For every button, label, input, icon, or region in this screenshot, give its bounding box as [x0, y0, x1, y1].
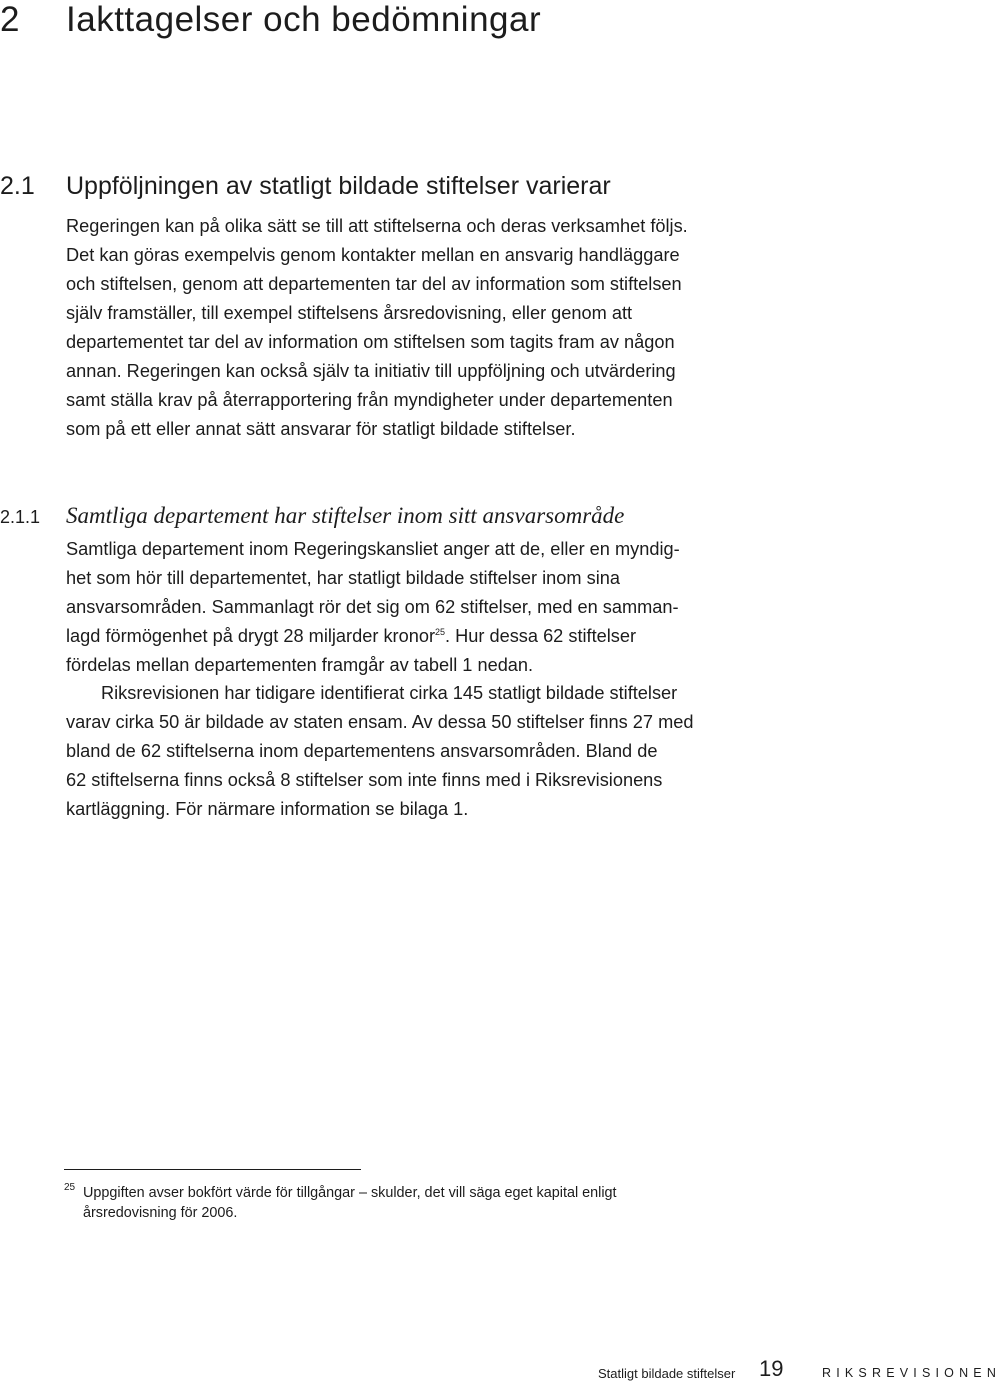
body-line: som på ett eller annat sätt ansvarar för statligt bildade stiftelser. — [66, 419, 576, 439]
chapter-heading — [0, 0, 541, 40]
body-line: Riksrevisionen har tidigare identifierat cirka 145 statligt bildade stiftelser — [101, 683, 678, 703]
body-line: varav cirka 50 är bildade av staten ensam. Av dessa 50 stiftelser finns 27 med — [66, 712, 694, 732]
subsection-title: Samtliga departement har stiftelser inom sitt ansvarsområde — [66, 503, 625, 528]
body-line: fördelas mellan departementen framgår av tabell 1 nedan. — [66, 655, 534, 675]
body-line: Det kan göras exempelvis genom kontakter mellan en ansvarig handläggare — [66, 245, 680, 265]
body-line: ansvarsområden. Sammanlagt rör det sig om 62 stiftelser, med en samman- — [66, 597, 679, 617]
body-line: och stiftelsen, genom att departementen tar del av information som stiftelsen — [66, 274, 682, 294]
section-title: Uppföljningen av statligt bildade stiftelser varierar — [66, 172, 611, 200]
section-number: 2.1 — [0, 172, 35, 200]
footer-report-title: Statligt bildade stiftelser — [598, 1366, 736, 1381]
footnote-reference[interactable]: 25 — [435, 627, 446, 637]
body-line: samt ställa krav på återrapportering från myndigheter under departementen — [66, 390, 673, 410]
page-footer — [0, 1356, 1001, 1386]
body-line: bland de 62 stiftelserna inom departementens ansvarsområden. Bland de — [66, 741, 658, 761]
footnote-line: årsredovisning för 2006. — [83, 1205, 238, 1221]
body-line: Regeringen kan på olika sätt se till att stiftelserna och deras verksamhet följs. — [66, 216, 688, 236]
body-line: annan. Regeringen kan också själv ta initiativ till uppföljning och utvärdering — [66, 361, 676, 381]
chapter-number: 2 — [0, 0, 20, 39]
footnote-text — [83, 1183, 617, 1223]
section-heading — [0, 170, 611, 202]
body-line: het som hör till departementet, har statligt bildade stiftelser inom sina — [66, 568, 620, 588]
footnote-number: 25 — [64, 1182, 76, 1193]
chapter-title: Iakttagelser och bedömningar — [66, 0, 542, 39]
page-number: 19 — [759, 1356, 784, 1381]
body-text: lagd förmögenhet på drygt 28 miljarder kronor — [66, 626, 435, 646]
body-text: . Hur dessa 62 stiftelser — [445, 626, 637, 646]
section-body-paragraph — [66, 212, 766, 444]
subsection-heading — [0, 500, 624, 533]
body-line: kartläggning. För närmare information se bilaga 1. — [66, 799, 469, 819]
body-line — [66, 622, 766, 651]
footnote-line: Uppgiften avser bokfört värde för tillgångar – skulder, det vill säga eget kapital enligt — [83, 1185, 617, 1201]
footnote-divider — [64, 1169, 361, 1170]
body-line: själv framställer, till exempel stiftelsens årsredovisning, eller genom att — [66, 303, 633, 323]
body-line: Samtliga departement inom Regeringskansliet anger att de, eller en myndig- — [66, 539, 680, 559]
subsection-paragraph-2 — [66, 679, 766, 824]
body-line: departementet tar del av information om stiftelsen som tagits fram av någon — [66, 332, 675, 352]
subsection-paragraph-1 — [66, 535, 766, 680]
subsection-number: 2.1.1 — [0, 507, 41, 527]
brand-wordmark: RIKSREVISIONEN — [822, 1366, 1001, 1380]
body-line: 62 stiftelserna finns också 8 stiftelser som inte finns med i Riksrevisionens — [66, 770, 663, 790]
